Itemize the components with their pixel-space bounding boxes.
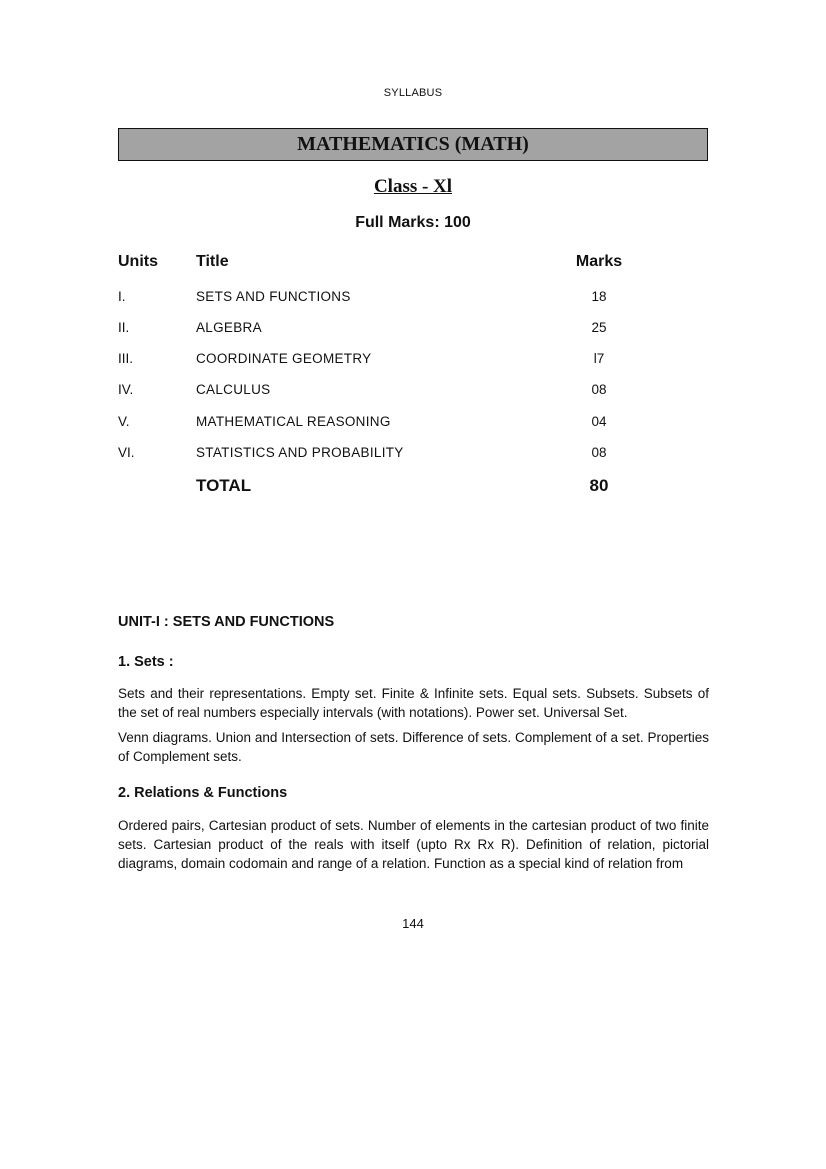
class-title: Class - Xl xyxy=(373,176,453,197)
sets-heading: 1. Sets : xyxy=(118,654,174,670)
total-marks: 80 xyxy=(589,476,609,495)
row-marks: 08 xyxy=(591,382,607,397)
row-title: CALCULUS xyxy=(196,382,271,397)
header-title: Title xyxy=(196,253,229,270)
sets-paragraph-2: Venn diagrams. Union and Intersection of sets. Difference of sets. Complement of a set. Properties of Complement sets. xyxy=(118,730,709,764)
row-title: SETS AND FUNCTIONS xyxy=(196,289,351,304)
full-marks: Full Marks: 100 xyxy=(355,214,471,231)
relations-heading: 2. Relations & Functions xyxy=(118,785,288,801)
running-header: SYLLABUS xyxy=(383,87,443,99)
row-unit: I. xyxy=(118,289,126,304)
subject-title: MATHEMATICS (MATH) xyxy=(297,133,529,155)
page-number: 144 xyxy=(402,916,424,931)
header-units: Units xyxy=(118,253,158,270)
unit-heading: UNIT-I : SETS AND FUNCTIONS xyxy=(118,614,335,630)
row-marks: 08 xyxy=(591,445,607,460)
row-marks: l7 xyxy=(593,351,605,366)
row-unit: IV. xyxy=(118,382,134,397)
row-marks: 25 xyxy=(591,320,607,335)
sets-paragraph-1: Sets and their representations. Empty set. Finite & Infinite sets. Equal sets. Subsets. Subsets of the set of real numbers especially intervals (with notations). Power set. Universal Set. xyxy=(118,686,709,720)
total-label: TOTAL xyxy=(196,476,252,495)
row-title: COORDINATE GEOMETRY xyxy=(196,351,372,366)
row-marks: 04 xyxy=(591,414,607,429)
row-title: MATHEMATICAL REASONING xyxy=(196,414,391,429)
row-unit: III. xyxy=(118,351,134,366)
row-title: ALGEBRA xyxy=(196,320,262,335)
subject-title-box xyxy=(118,128,708,161)
row-unit: VI. xyxy=(118,445,135,460)
row-title: STATISTICS AND PROBABILITY xyxy=(196,445,404,460)
row-marks: 18 xyxy=(591,289,607,304)
header-marks: Marks xyxy=(575,253,623,270)
relations-paragraph: Ordered pairs, Cartesian product of sets. Number of elements in the cartesian product of two finite sets. Cartesian product of the reals with itself (upto Rx Rx R). Definition of relation, pictorial diagrams, domain codomain and range of a relation. Function as a special kind of relation from xyxy=(118,818,709,871)
row-unit: II. xyxy=(118,320,130,335)
row-unit: V. xyxy=(118,414,130,429)
